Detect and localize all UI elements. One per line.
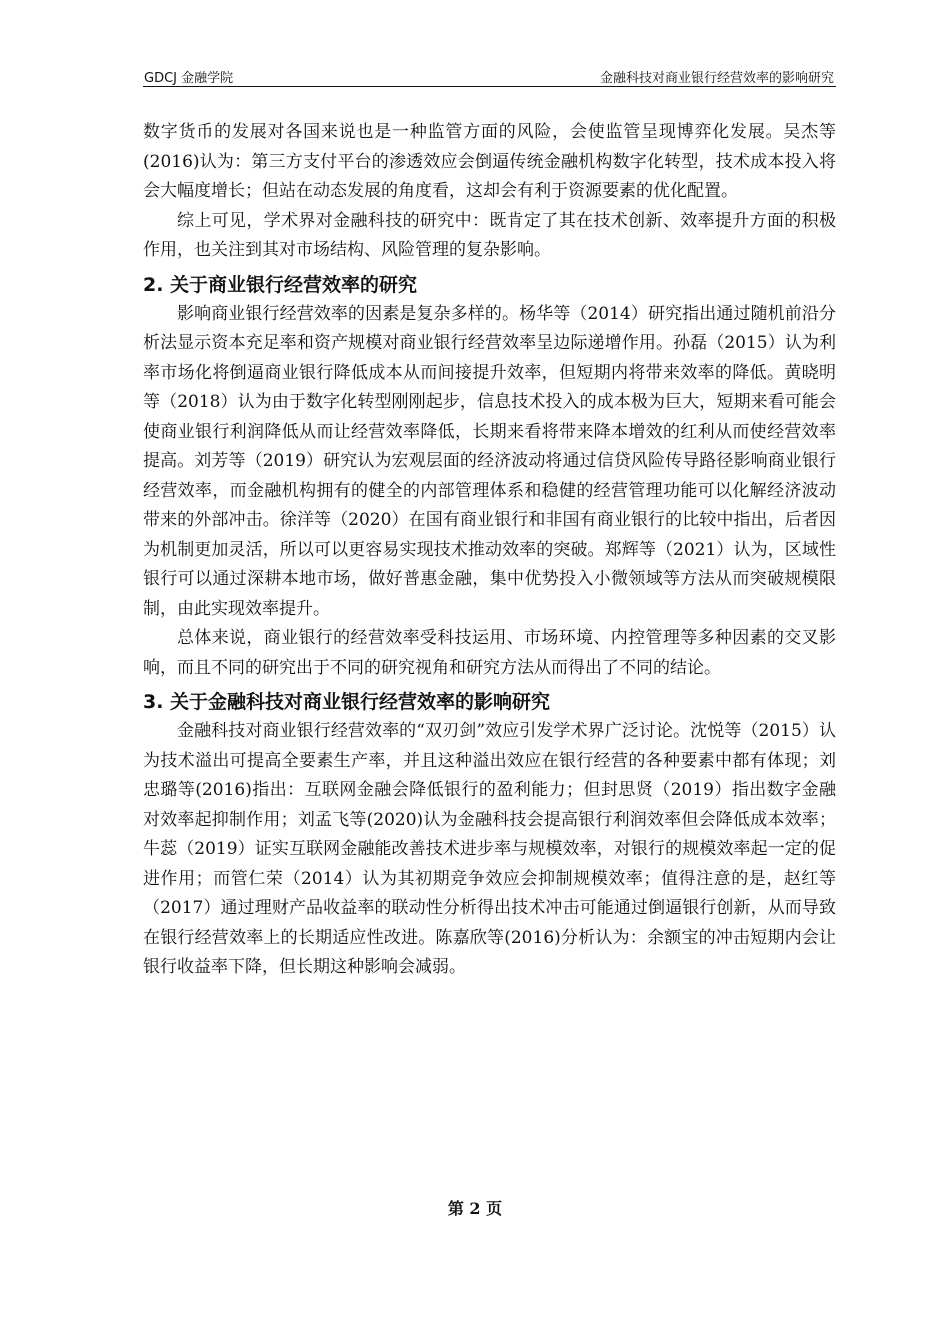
header-paper-title: 金融科技对商业银行经营效率的影响研究	[599, 71, 834, 86]
page-body	[143, 118, 836, 983]
section-heading-3: 3. 关于金融科技对商业银行经营效率的影响研究	[143, 691, 551, 713]
page-number: 第 2 页	[447, 1199, 503, 1218]
paragraph-1: 数字货币的发展对各国来说也是一种监管方面的风险，会使监管呈现博弈化发展。吴杰等(2016)认为：第三方支付平台的渗透效应会倒逼传统金融机构数字化转型，技术成本投入将会大幅度增长；但站在动态发展的角度看，这却会有利于资源要素的优化配置。	[143, 122, 836, 201]
paragraph-5: 金融科技对商业银行经营效率的“双刃剑”效应引发学术界广泛讨论。沈悦等（2015）认为技术溢出可提高全要素生产率，并且这种溢出效应在银行经营的各种要素中都有体现；刘忠璐等(2016)指出：互联网金融会降低银行的盈利能力；但封思贤（2019）指出数字金融对效率起抑制作用；刘孟飞等(2020)认为金融科技会提高银行利润效率但会降低成本效率；牛蕊（2019）证实互联网金融能改善技术进步率与规模效率，对银行的规模效率起一定的促进作用；而管仁荣（2014）认为其初期竞争效应会抑制规模效率；值得注意的是，赵红等（2017）通过理财产品收益率的联动性分析得出技术冲击可能通过倒逼银行创新，从而导致在银行经营效率上的长期适应性改进。陈嘉欣等(2016)分析认为：余额宝的冲击短期内会让银行收益率下降，但长期这种影响会减弱。	[143, 721, 836, 977]
paragraph-4: 总体来说，商业银行的经营效率受科技运用、市场环境、内控管理等多种因素的交叉影响，而且不同的研究出于不同的研究视角和研究方法从而得出了不同的结论。	[143, 628, 836, 678]
paragraph-2: 综上可见，学术界对金融科技的研究中：既肯定了其在技术创新、效率提升方面的积极作用，也关注到其对市场结构、风险管理的复杂影响。	[143, 210, 836, 260]
header-institution: GDCJ 金融学院	[144, 71, 234, 86]
section-heading-2: 2. 关于商业银行经营效率的研究	[143, 273, 418, 296]
page-header	[143, 66, 836, 87]
paragraph-3: 影响商业银行经营效率的因素是复杂多样的。杨华等（2014）研究指出通过随机前沿分析法显示资本充足率和资产规模对商业银行经营效率呈边际递增作用。孙磊（2015）认为利率市场化将倒逼商业银行降低成本从而间接提升效率，但短期内将带来效率的降低。黄晓明等（2018）认为由于数字化转型刚刚起步，信息技术投入的成本极为巨大，短期来看可能会使商业银行利润降低从而让经营效率降低，长期来看将带来降本增效的红利从而使经营效率提高。刘芳等（2019）研究认为宏观层面的经济波动将通过信贷风险传导路径影响商业银行经营效率，而金融机构拥有的健全的内部管理体系和稳健的经营管理功能可以化解经济波动带来的外部冲击。徐洋等（2020）在国有商业银行和非国有商业银行的比较中指出，后者因为机制更加灵活，所以可以更容易实现技术推动效率的突破。郑辉等（2021）认为，区域性银行可以通过深耕本地市场，做好普惠金融，集中优势投入小微领域等方法从而突破规模限制，由此实现效率提升。	[143, 303, 836, 619]
